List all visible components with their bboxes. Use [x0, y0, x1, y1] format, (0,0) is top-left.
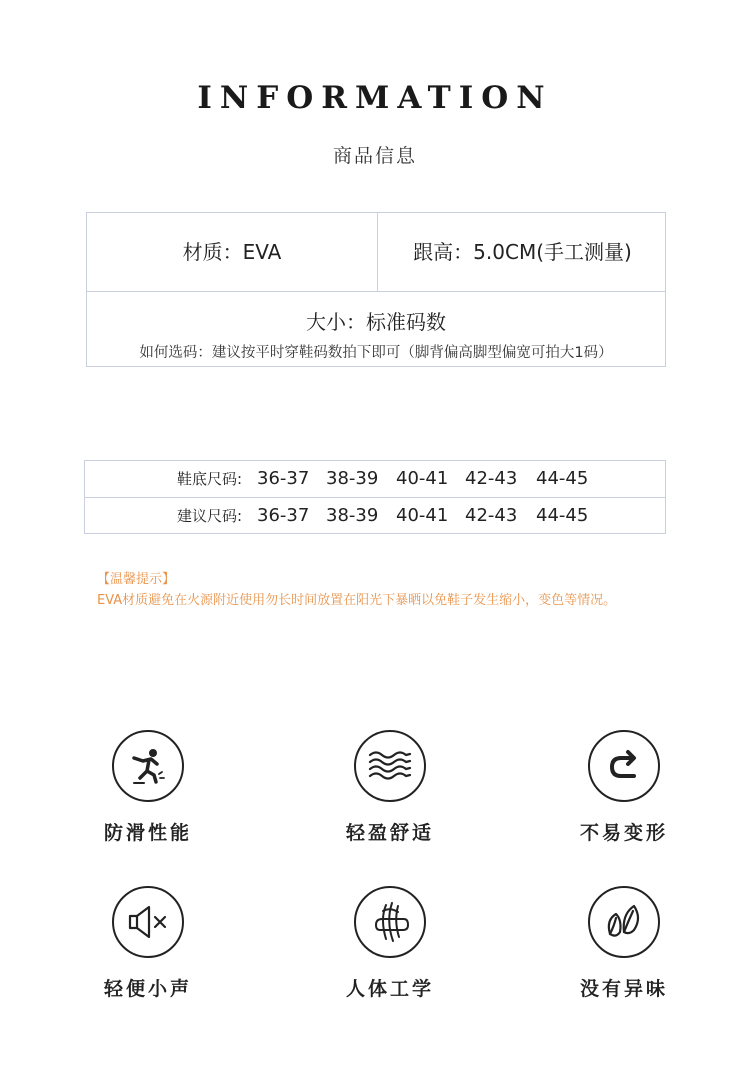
- row-label: 建议尺码:: [177, 507, 243, 525]
- return-arrow-icon: [588, 730, 660, 802]
- size-text: 大小：标准码数: [306, 310, 446, 334]
- feature-item: [300, 730, 480, 845]
- feature-label: 防滑性能: [103, 822, 192, 844]
- foot-ergonomic-icon: [354, 886, 426, 958]
- page-subtitle: 商品信息: [332, 145, 417, 167]
- tip-text: EVA材质避免在火源附近使用勿长时间放置在阳光下暴晒以免鞋子发生缩小，变色等情况。: [97, 593, 617, 608]
- feature-label: 轻便小声: [103, 978, 192, 1000]
- size-value: 40-41: [396, 505, 449, 526]
- feature-label: 轻盈舒适: [345, 822, 434, 844]
- size-value: 36-37: [257, 468, 310, 489]
- leaves-icon: [588, 886, 660, 958]
- material-cell: 材质：EVA: [182, 240, 282, 264]
- table-row: [85, 461, 665, 497]
- size-value: 36-37: [257, 505, 310, 526]
- size-value: 42-43: [465, 505, 518, 526]
- divider: [87, 291, 665, 292]
- wave-lines-icon: [354, 730, 426, 802]
- feature-item: [58, 886, 238, 1001]
- feature-label: 不易变形: [579, 822, 668, 844]
- feature-item: [300, 886, 480, 1001]
- size-value: 42-43: [465, 468, 518, 489]
- size-value: 38-39: [326, 505, 379, 526]
- size-note: 如何选码：建议按平时穿鞋码数拍下即可（脚背偏高脚型偏宽可拍大1码）: [139, 345, 613, 361]
- heel-height-cell: 跟高：5.0CM(手工测量): [413, 240, 632, 264]
- tip-title: 【温馨提示】: [97, 572, 176, 587]
- table-row: [85, 498, 665, 534]
- size-value: 38-39: [326, 468, 379, 489]
- size-table: [84, 460, 666, 534]
- page-title: INFORMATION: [197, 80, 553, 116]
- feature-label: 人体工学: [345, 978, 434, 1000]
- slip-person-icon: [112, 730, 184, 802]
- feature-label: 没有异味: [579, 978, 668, 1000]
- size-value: 44-45: [536, 505, 589, 526]
- spec-table: [86, 212, 666, 367]
- mute-speaker-icon: [112, 886, 184, 958]
- row-label: 鞋底尺码:: [177, 470, 243, 488]
- size-value: 40-41: [396, 468, 449, 489]
- feature-item: [534, 730, 714, 845]
- feature-item: [58, 730, 238, 845]
- feature-item: [534, 886, 714, 1001]
- size-value: 44-45: [536, 468, 589, 489]
